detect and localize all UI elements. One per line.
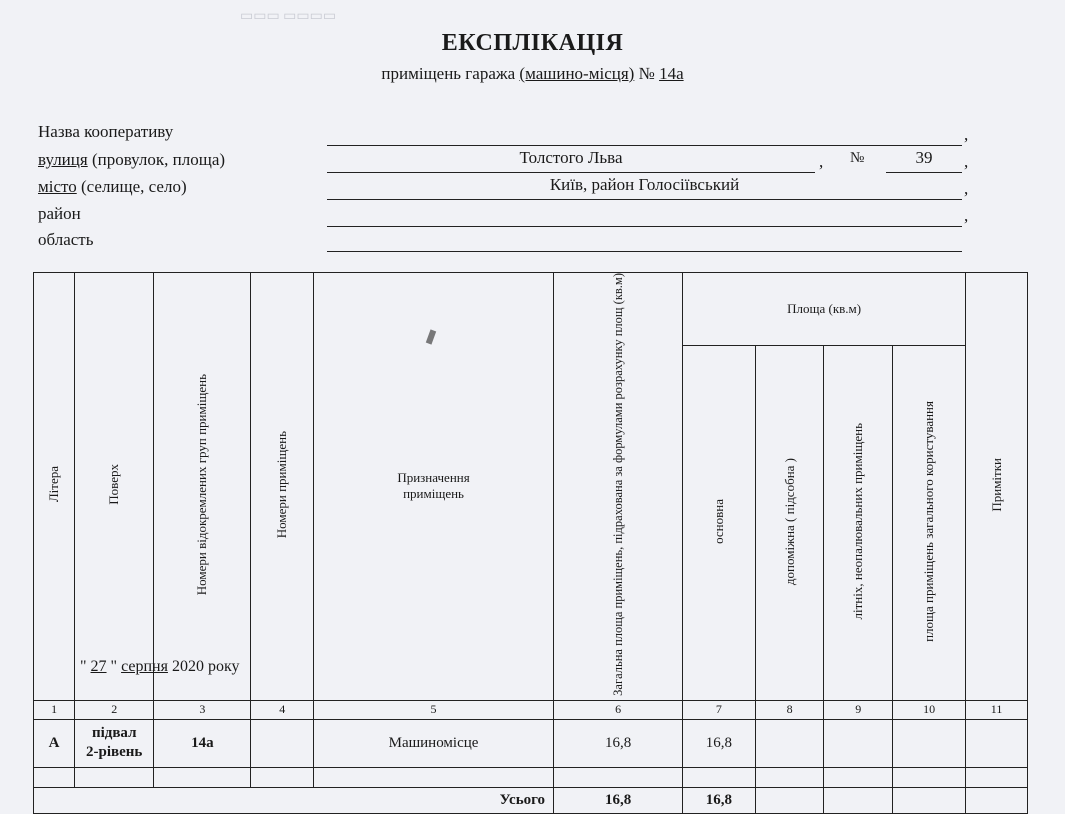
cell-group-no: 14а	[154, 719, 251, 767]
cell-main: 16,8	[683, 719, 756, 767]
header-room-numbers: Номери приміщень	[251, 273, 314, 701]
city-value: Київ, район Голосіївський	[549, 175, 740, 194]
street-label: вулиця (провулок, площа)	[38, 150, 226, 169]
header-total-area: Загальна площа приміщень, підрахована за формулами розрахунку площ (кв.м)	[554, 273, 683, 701]
cell-purpose: Машиномісце	[314, 719, 554, 767]
header-group-numbers: Номери відокремлених груп приміщень	[154, 273, 251, 701]
coop-field-line	[327, 145, 962, 146]
cell-common	[893, 719, 966, 767]
cell-floor: підвал 2-рівень	[75, 719, 154, 767]
header-litera: Літера	[34, 273, 75, 701]
total-label: Усього	[34, 787, 554, 813]
document-subtitle: приміщень гаража (машино-місця) № 14а	[381, 64, 684, 83]
header-common-area: площа приміщень загального користування	[893, 346, 966, 700]
house-no-line	[886, 172, 962, 173]
cell-room-no	[251, 719, 314, 767]
document-title: ЕКСПЛІКАЦІЯ	[441, 30, 624, 56]
header-auxiliary-area: допоміжна ( підсобна )	[755, 346, 824, 700]
city-label: місто (селище, село)	[38, 177, 187, 196]
document-date: " 27 " серпня 2020 року	[80, 658, 240, 675]
header-notes: Примітки	[966, 273, 1028, 701]
total-main-value: 16,8	[683, 787, 756, 813]
header-purpose: Призначення приміщень	[314, 273, 554, 701]
empty-row	[34, 767, 1028, 787]
garage-number: 14а	[659, 64, 684, 83]
cell-notes	[966, 719, 1028, 767]
column-numbers-row: 1 2 3 4 5 6 7 8 9 10 11	[34, 700, 1028, 719]
total-area-value: 16,8	[554, 787, 683, 813]
district-field-line	[327, 226, 962, 227]
header-summer-area: літніх, неопалювальних приміщень	[824, 346, 893, 700]
coop-label: Назва кооперативу	[38, 122, 174, 141]
city-field-line	[327, 199, 962, 200]
header-floor: Поверх	[75, 273, 154, 701]
cell-auxiliary	[755, 719, 824, 767]
explication-table	[33, 272, 1028, 814]
cell-total: 16,8	[554, 719, 683, 767]
district-label: район	[38, 204, 81, 223]
region-field-line	[327, 251, 962, 252]
table-row	[34, 719, 1028, 767]
region-label: область	[38, 230, 94, 249]
bleed-text: ▭▭▭ ▭▭▭▭	[240, 9, 337, 24]
total-row	[34, 787, 1028, 813]
cell-summer	[824, 719, 893, 767]
street-value: Толстого Льва	[519, 148, 623, 167]
house-number: 39	[915, 148, 933, 167]
street-field-line	[327, 172, 815, 173]
header-main-area: основна	[683, 346, 756, 700]
header-area-group: Площа (кв.м)	[683, 273, 966, 346]
house-no-sign: №	[850, 150, 865, 166]
cell-litera: А	[34, 719, 75, 767]
